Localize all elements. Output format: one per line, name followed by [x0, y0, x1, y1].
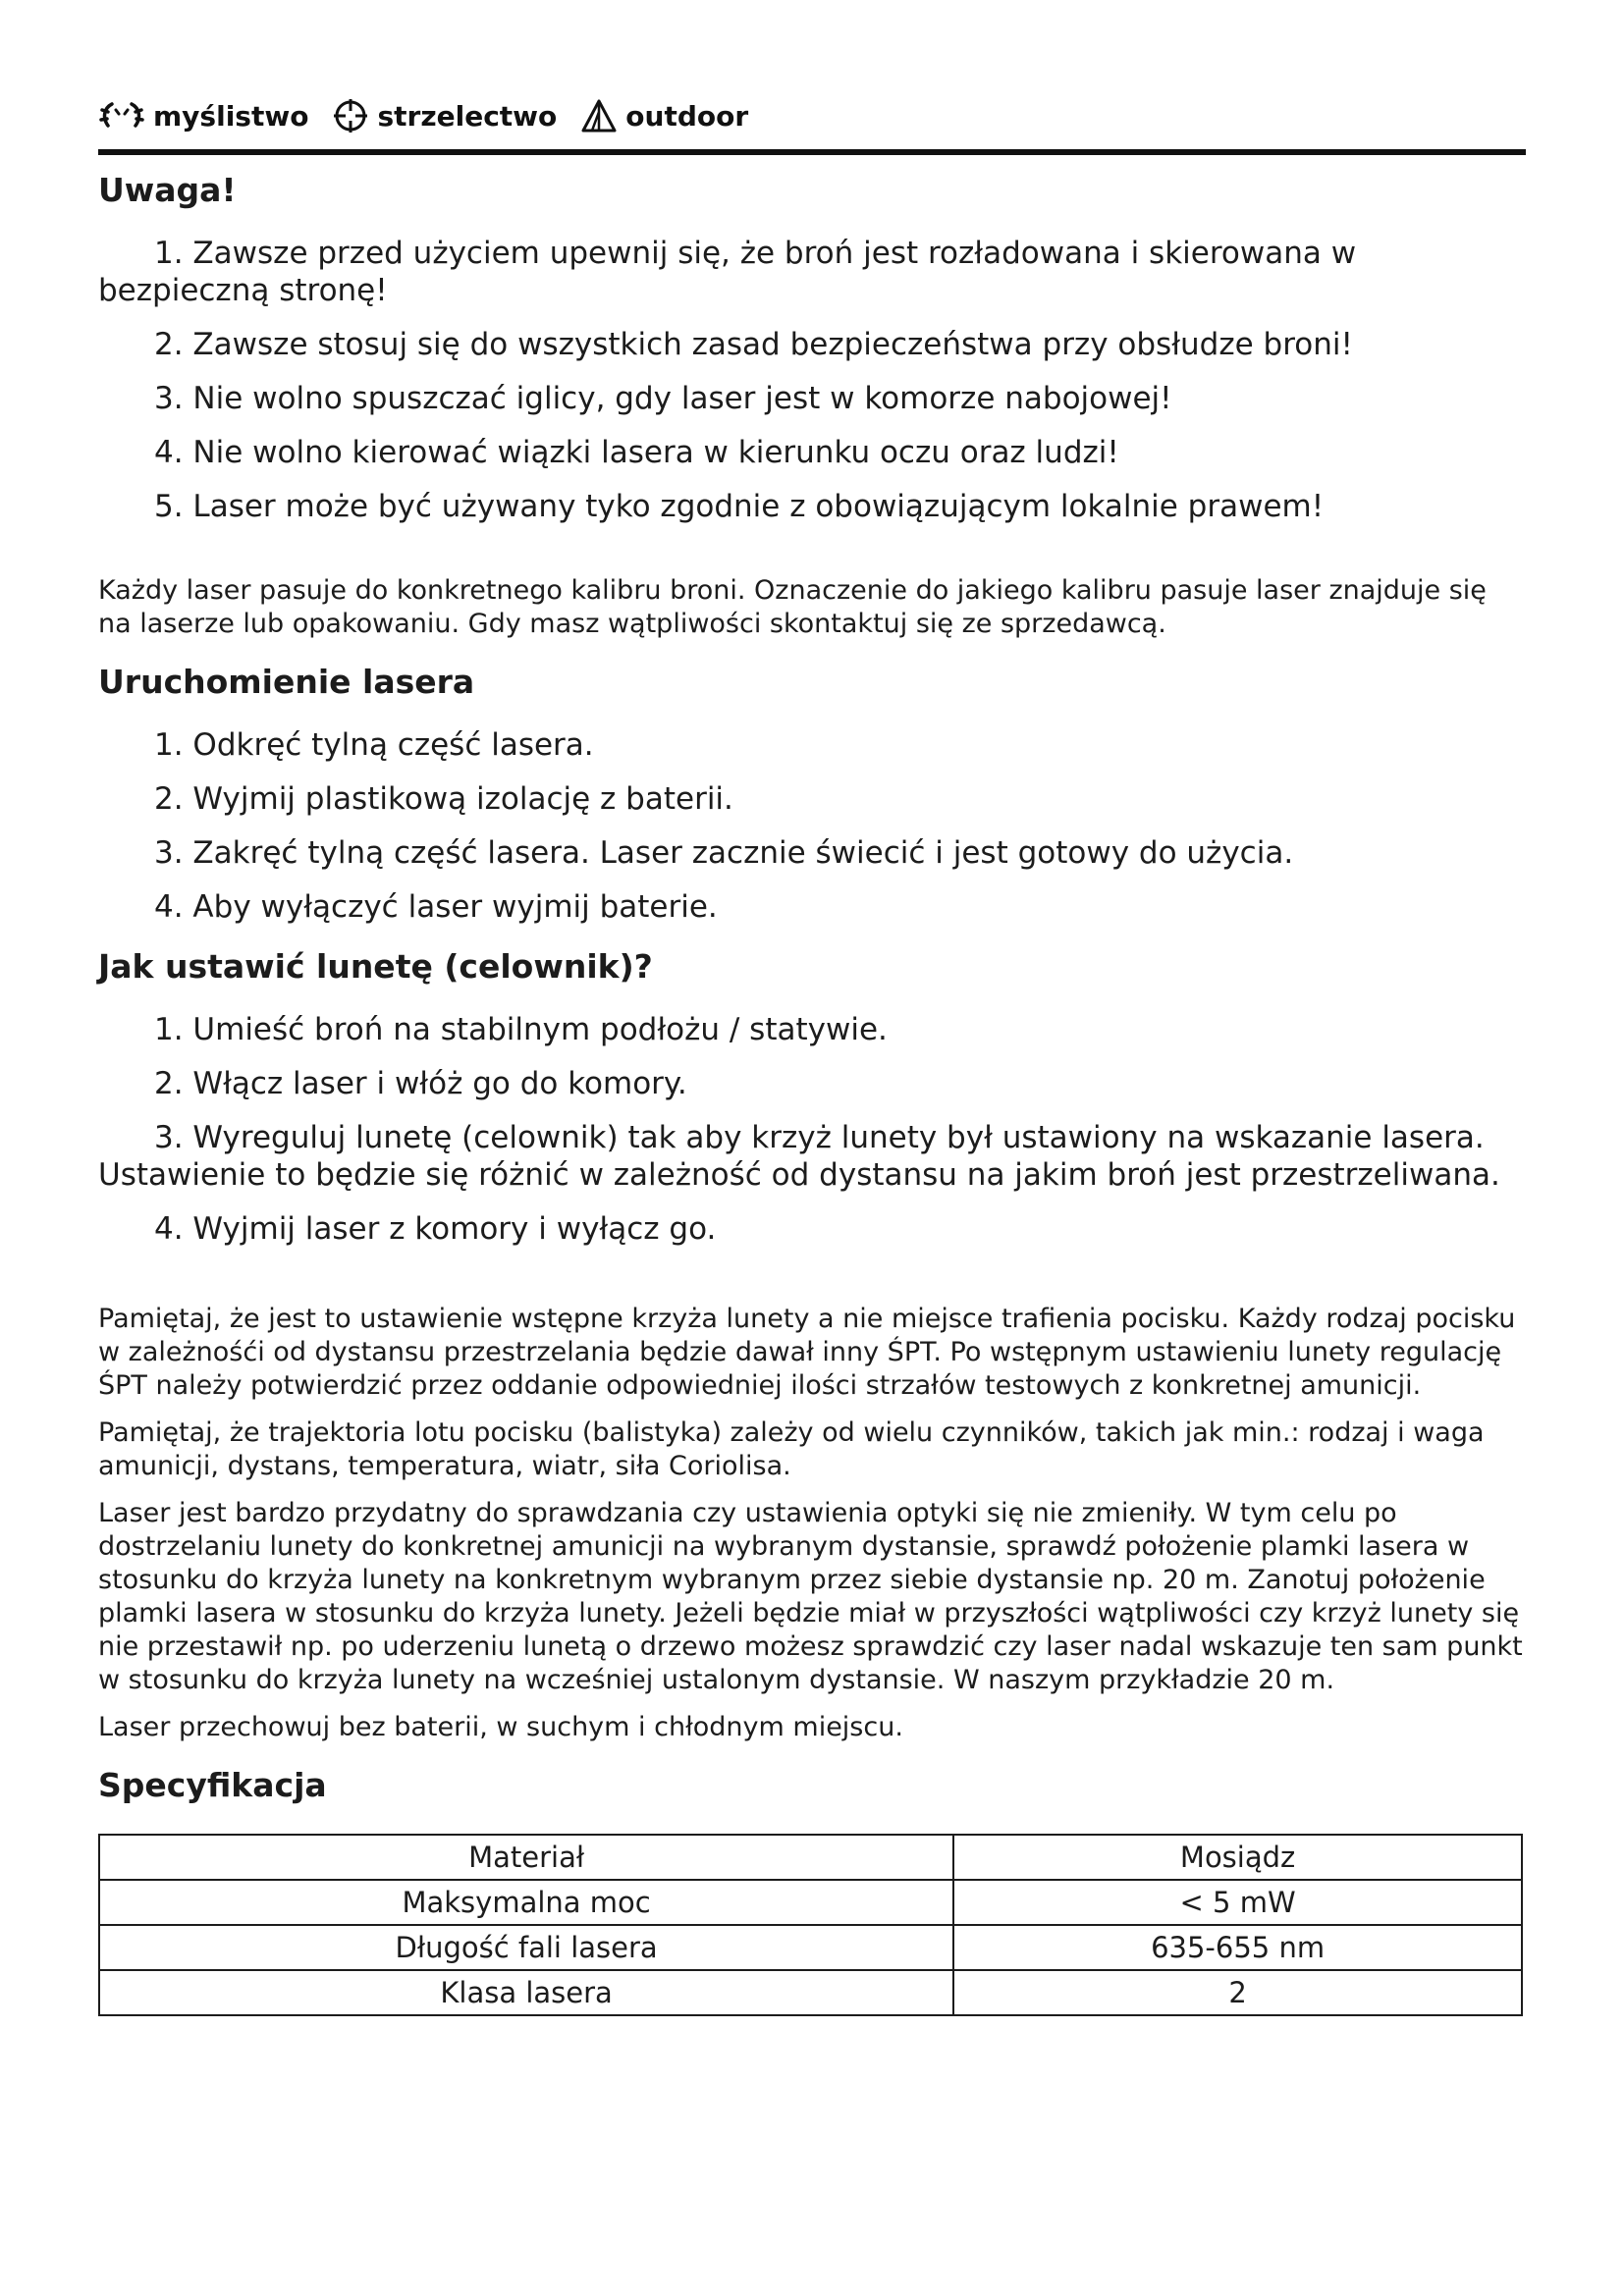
startup-list: [98, 726, 1526, 926]
list-item: 5. Laser może być używany tyko zgodnie z obowiązującym lokalnie prawem!: [154, 489, 1325, 524]
warning-list: [98, 235, 1526, 525]
brand-hunting: [98, 98, 308, 133]
brand-label: myślistwo: [153, 99, 309, 133]
section-title-scope: Jak ustawić lunetę (celownik)?: [98, 947, 653, 986]
list-item: 2. Wyjmij plastikową izolację z baterii.: [154, 781, 733, 817]
calibre-note: Każdy laser pasuje do konkretnego kalibru broni. Oznaczenie do jakiego kalibru pasuje laser znajduje się na laserze lub opakowaniu. Gdy masz wątpliwości skontaktuj się ze sprzedawcą.: [98, 575, 1487, 639]
list-item: 3. Zakręć tylną część lasera. Laser zacznie świecić i jest gotowy do użycia.: [154, 835, 1294, 871]
spec-value: < 5 mW: [953, 1880, 1522, 1925]
note-paragraph: Laser przechowuj bez baterii, w suchym i chłodnym miejscu.: [98, 1712, 903, 1742]
list-item: 2. Zawsze stosuj się do wszystkich zasad bezpieczeństwa przy obsłudze broni!: [154, 327, 1353, 362]
brand-header: [98, 94, 1526, 137]
header-divider: [98, 149, 1526, 155]
list-item: 4. Aby wyłączyć laser wyjmij baterie.: [154, 889, 718, 925]
spec-value: Mosiądz: [953, 1835, 1522, 1880]
warning-title: Uwaga!: [98, 171, 237, 209]
spec-value: 2: [953, 1970, 1522, 2015]
table-row: [99, 1970, 1522, 2015]
list-item: 3. Nie wolno spuszczać iglicy, gdy laser jest w komorze nabojowej!: [154, 381, 1172, 416]
spec-label: Maksymalna moc: [99, 1880, 953, 1925]
note-paragraph: Pamiętaj, że trajektoria lotu pocisku (balistyka) zależy od wielu czynników, takich jak min.: rodzaj i waga amunicji, dystans, temperatura, wiatr, siła Coriolisa.: [98, 1417, 1485, 1481]
scope-list: [98, 1011, 1526, 1248]
brand-label: strzelectwo: [377, 99, 558, 133]
table-row: [99, 1925, 1522, 1970]
notes: [98, 1303, 1526, 1744]
spec-table: [98, 1834, 1523, 2016]
note-paragraph: Pamiętaj, że jest to ustawienie wstępne krzyża lunety a nie miejsce trafienia pocisku. Każdy rodzaj pocisku w zależnośći od dystansu przestrzelania będzie dawał inny ŚPT. Po wstępnym ustawieniu lunety regulację ŚPT należy potwierdzić przez oddanie odpowiedniej ilości strzałów testowych z konkretnej amunicji.: [98, 1304, 1516, 1401]
list-item: 1. Zawsze przed użyciem upewnij się, że broń jest rozładowana i skierowana w bezpieczną stronę!: [98, 236, 1357, 308]
spec-label: Klasa lasera: [99, 1970, 953, 2015]
list-item: 1. Umieść broń na stabilnym podłożu / statywie.: [154, 1012, 888, 1047]
list-item: 4. Nie wolno kierować wiązki lasera w kierunku oczu oraz ludzi!: [154, 435, 1119, 470]
document-page: [98, 94, 1526, 2016]
list-item: 1. Odkręć tylną część lasera.: [154, 727, 594, 763]
brand-shooting: [332, 97, 557, 134]
spec-value: 635-655 nm: [953, 1925, 1522, 1970]
spec-label: Materiał: [99, 1835, 953, 1880]
crosshair-icon: [332, 97, 369, 134]
spec-label: Długość fali lasera: [99, 1925, 953, 1970]
section-title-startup: Uruchomienie lasera: [98, 663, 475, 701]
list-item: 3. Wyreguluj lunetę (celownik) tak aby krzyż lunety był ustawiony na wskazanie lasera. Ustawienie to będzie się różnić w zależność od dystansu na jakim broń jest przestrzeliwana.: [98, 1120, 1500, 1193]
tent-icon: [580, 98, 618, 133]
antlers-icon: [98, 98, 145, 133]
table-row: [99, 1835, 1522, 1880]
list-item: 4. Wyjmij laser z komory i wyłącz go.: [154, 1211, 717, 1247]
list-item: 2. Włącz laser i włóż go do komory.: [154, 1066, 687, 1101]
note-paragraph: Laser jest bardzo przydatny do sprawdzania czy ustawienia optyki się nie zmieniły. W tym celu po dostrzelaniu lunety do konkretnej amunicji na wybranym dystansie, sprawdź położenie plamki lasera w stosunku do krzyża lunety na konkretnym wybranym przez siebie dystansie np. 20 m. Zanotuj położenie plamki lasera w stosunku do krzyża lunety. Jeżeli będzie miał w przyszłości wątpliwości czy krzyż lunety się nie przestawił np. po uderzeniu lunetą o drzewo możesz sprawdzić czy laser nadal wskazuje ten sam punkt w stosunku do krzyża lunety na wcześniej ustalonym dystansie. W naszym przykładzie 20 m.: [98, 1498, 1523, 1695]
brand-label: outdoor: [625, 99, 749, 133]
section-title-spec: Specyfikacja: [98, 1766, 327, 1804]
table-row: [99, 1880, 1522, 1925]
brand-outdoor: [580, 98, 748, 133]
